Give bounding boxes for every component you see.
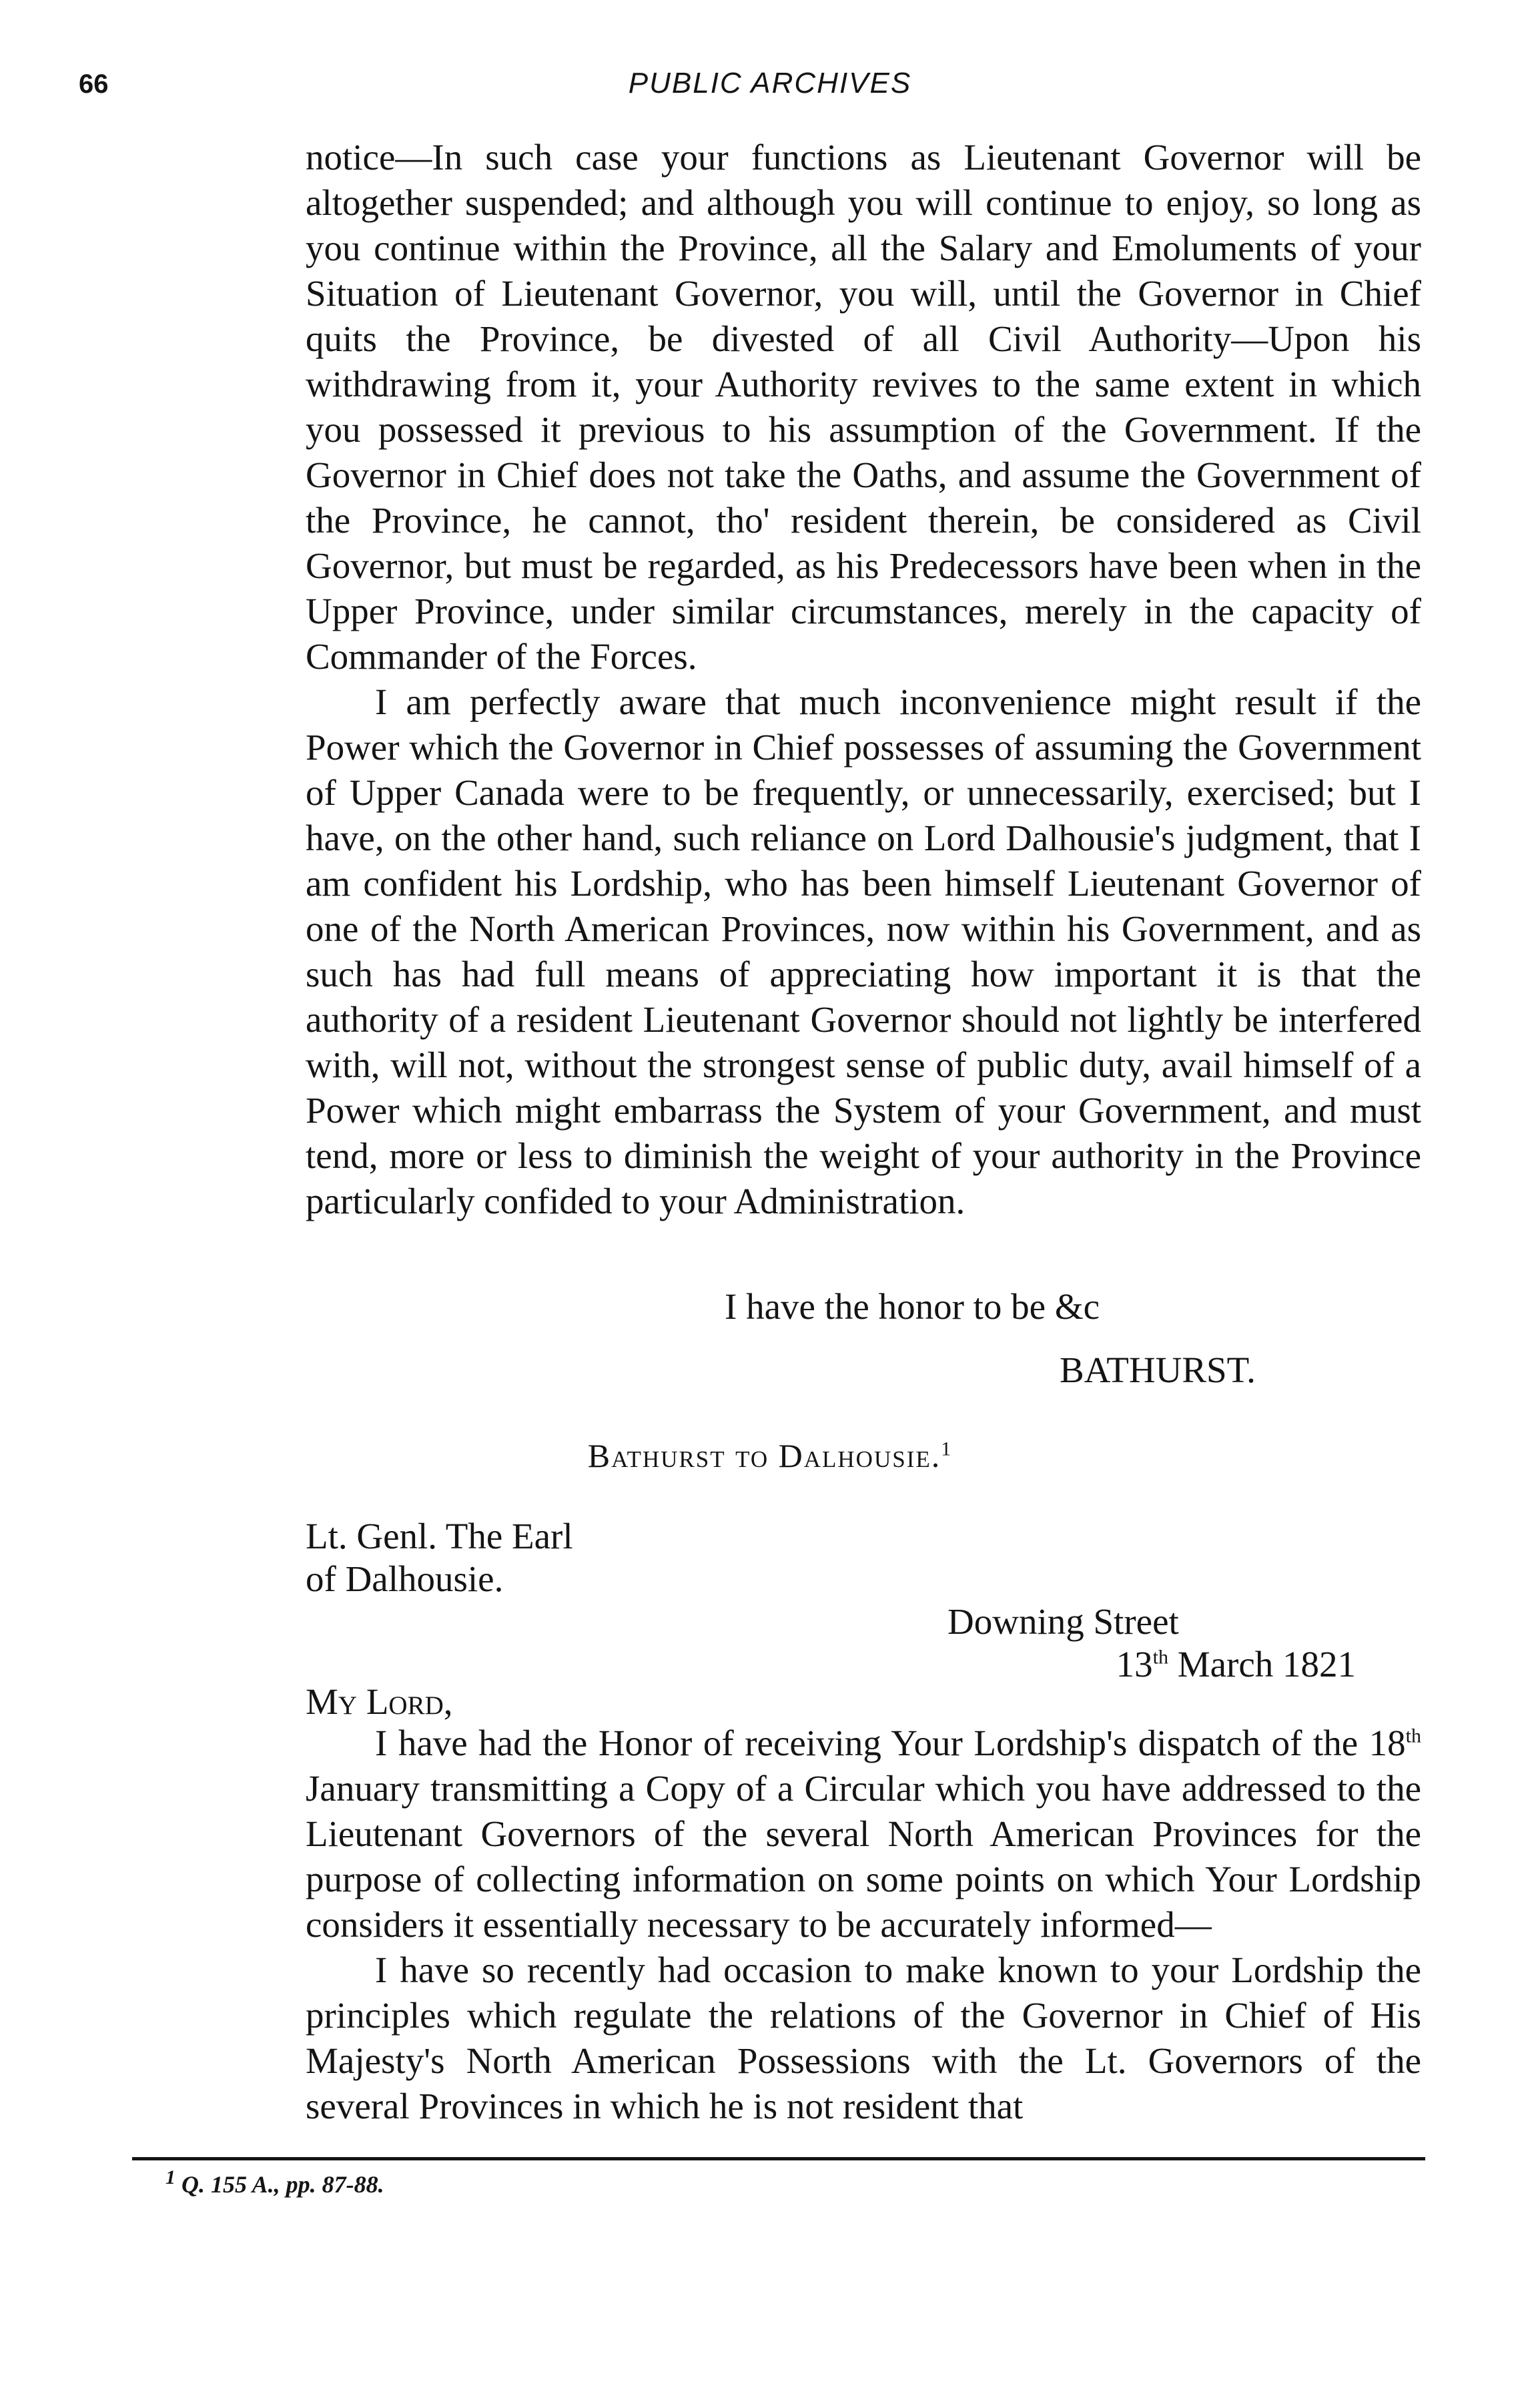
footnote-text: Q. 155 A., pp. 87-88. bbox=[175, 2171, 384, 2198]
footnote-reference: 1 bbox=[941, 1438, 953, 1460]
addressee-line-2: of Dalhousie. bbox=[306, 1558, 504, 1599]
letter-1-closing: I have the honor to be &c bbox=[725, 1286, 1100, 1327]
footnote-marker: 1 bbox=[165, 2166, 175, 2188]
letter-1-paragraph-2: I am perfectly aware that much inconvenience might result if the Power which the Governor in Chief possesses of assuming the Government of Upper Canada were to be frequently, or unnecessarily, exercised; but I have, on the other hand, such reliance on Lord Dalhousie's judgment, that I am confident his Lordship, who has been himself Lieutenant Governor of one of the North American Provinces, now within his Government, and as such has had full means of appreciating how important it is that the authority of a resident Lieutenant Governor should not lightly be interfered with, will not, without the strongest sense of public duty, avail himself of a Power which might embarrass the System of your Government, and must tend, more or less to diminish the weight of your authority in the Province particularly confided to your Administration. bbox=[306, 681, 1421, 1221]
addressee bbox=[306, 1515, 573, 1600]
letter-1-signature: BATHURST. bbox=[1060, 1350, 1256, 1390]
salutation: My Lord, bbox=[306, 1681, 453, 1722]
ordinal-suffix: th bbox=[1405, 1725, 1421, 1747]
date-day: 13 bbox=[1116, 1644, 1153, 1685]
date-suffix: th bbox=[1152, 1646, 1168, 1669]
page-number: 66 bbox=[79, 69, 109, 99]
letter-2-paragraph-1-start: I have had the Honor of receiving Your Lordship's dispatch of the 18 bbox=[375, 1723, 1406, 1763]
letter-2-paragraph-2: I have so recently had occasion to make known to your Lordship the principles which regulate the relations of the Governor in Chief of His Majesty's North American Possessions with the Lt. Governors of the several Provinces in which he is not resident that bbox=[306, 1950, 1421, 2126]
letter-2-heading bbox=[0, 1436, 1540, 1475]
letter-date bbox=[947, 1643, 1356, 1686]
addressee-line-1: Lt. Genl. The Earl bbox=[306, 1516, 573, 1556]
place-and-date bbox=[947, 1600, 1356, 1686]
footnote-divider bbox=[132, 2157, 1425, 2160]
letter-2-paragraph-1-end: January transmitting a Copy of a Circular which you have addressed to the Lieutenant Governors of the several North American Provinces for the purpose of collecting information on some points on which Your Lordship considers it essentially necessary to be accurately informed— bbox=[306, 1768, 1421, 1945]
letter-1-body bbox=[306, 135, 1421, 1224]
letter-2-body bbox=[306, 1721, 1421, 2129]
letter-place: Downing Street bbox=[947, 1601, 1179, 1642]
letter-1-paragraph-1: notice—In such case your functions as Lieutenant Governor will be altogether suspended; and although you will continue to enjoy, so long as you continue within the Province, all the Salary and Emoluments of your Situation of Lieutenant Governor, you will, until the Governor in Chief quits the Province, be divested of all Civil Authority—Upon his withdrawing from it, your Authority revives to the same extent in which you possessed it previous to his assumption of the Government. If the Governor in Chief does not take the Oaths, and assume the Government of the Province, he cannot, tho' resident therein, be considered as Civil Governor, but must be regarded, as his Predecessors have been when in the Upper Province, under similar circumstances, merely in the capacity of Commander of the Forces. bbox=[306, 137, 1421, 677]
letter-2-heading-text: Bathurst to Dalhousie. bbox=[587, 1437, 941, 1474]
running-head: PUBLIC ARCHIVES bbox=[628, 67, 912, 99]
letter-2-paragraph-1 bbox=[306, 1721, 1421, 1948]
date-rest: March 1821 bbox=[1168, 1644, 1356, 1685]
footnote bbox=[165, 2166, 384, 2198]
